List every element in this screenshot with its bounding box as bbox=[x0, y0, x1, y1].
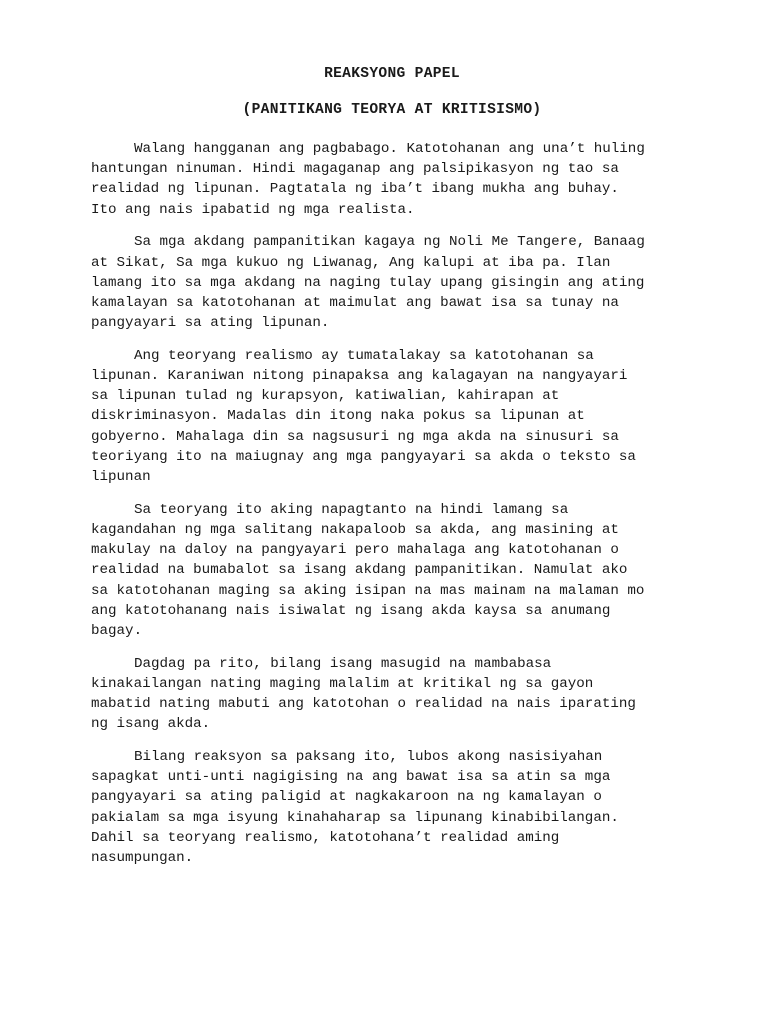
paragraph-line: realidad na bumabalot sa isang akdang pampanitikan. Namulat ako bbox=[91, 562, 628, 579]
paragraph-5 bbox=[91, 654, 691, 735]
document-subtitle: (PANITIKANG TEORYA AT KRITISISMO) bbox=[242, 102, 542, 118]
paragraph-line: Ang teoryang realismo ay tumatalakay sa katotohanan sa bbox=[134, 347, 594, 364]
paragraph-line: makulay na daloy na pangyayari pero mahalaga ang katotohanan o bbox=[91, 542, 619, 559]
paragraph-line: Dahil sa teoryang realismo, katotohana’t realidad aming bbox=[91, 829, 560, 846]
paragraph-6 bbox=[91, 747, 691, 868]
paragraph-line: bagay. bbox=[91, 622, 143, 639]
paragraph-line: Ito ang nais ipabatid ng mga realista. bbox=[91, 201, 415, 218]
paragraph-line: pangyayari sa ating lipunan. bbox=[91, 315, 330, 332]
paragraph-line: realidad ng lipunan. Pagtatala ng iba’t ibang mukha ang buhay. bbox=[91, 181, 619, 198]
paragraph-line: at Sikat, Sa mga kukuo ng Liwanag, Ang kalupi at iba pa. Ilan bbox=[91, 254, 611, 271]
paragraph-line: pangyayari sa ating paligid at nagkakaroon na ng kamalayan o bbox=[91, 789, 602, 806]
paragraph-line: teoriyang ito na maiugnay ang mga pangyayari sa akda o teksto sa bbox=[91, 448, 636, 465]
paragraph-line: hantungan ninuman. Hindi magaganap ang palsipikasyon ng tao sa bbox=[91, 161, 619, 178]
paragraph-line: Walang hangganan ang pagbabago. Katotohanan ang una’t huling bbox=[134, 141, 645, 157]
paragraph-line: Bilang reaksyon sa paksang ito, lubos akong nasisiyahan bbox=[134, 748, 603, 765]
paragraph-line: lipunan bbox=[91, 469, 151, 486]
paragraph-line: sapagkat unti-unti nagigising na ang bawat isa sa atin sa mga bbox=[91, 769, 611, 786]
paragraph-1 bbox=[91, 139, 691, 220]
document-body bbox=[91, 139, 691, 881]
paragraph-line: Sa mga akdang pampanitikan kagaya ng Noli Me Tangere, Banaag bbox=[134, 234, 645, 251]
paragraph-line: ang katotohanang nais isiwalat ng isang akda kaysa sa anumang bbox=[91, 602, 611, 619]
paragraph-4 bbox=[91, 500, 691, 641]
paragraph-line: sa katotohanan maging sa aking isipan na mas mainam na malaman mo bbox=[91, 582, 645, 599]
paragraph-line: pakialam sa mga isyung kinahaharap sa lipunang kinabibilangan. bbox=[91, 809, 619, 826]
paragraph-line: ng isang akda. bbox=[91, 716, 211, 733]
paragraph-line: kamalayan sa katotohanan at maimulat ang bawat isa sa tunay na bbox=[91, 294, 619, 311]
paragraph-line: lipunan. Karaniwan nitong pinapaksa ang kalagayan na nangyayari bbox=[91, 368, 628, 385]
paragraph-line: kinakailangan nating maging malalim at kritikal ng sa gayon bbox=[91, 675, 594, 692]
paragraph-line: lamang ito sa mga akdang na naging tulay upang gisingin ang ating bbox=[91, 274, 645, 291]
paragraph-3 bbox=[91, 346, 691, 487]
paragraph-line: mabatid nating mabuti ang katotohan o realidad na nais iparating bbox=[91, 696, 636, 713]
paragraph-line: Sa teoryang ito aking napagtanto na hindi lamang sa bbox=[134, 501, 569, 518]
paragraph-line: gobyerno. Mahalaga din sa nagsusuri ng mga akda na sinusuri sa bbox=[91, 428, 619, 445]
paragraph-line: sa lipunan tulad ng kurapsyon, katiwalian, kahirapan at bbox=[91, 388, 560, 405]
document-title: REAKSYONG PAPEL bbox=[324, 66, 460, 82]
paragraph-line: Dagdag pa rito, bilang isang masugid na mambabasa bbox=[134, 655, 552, 672]
paragraph-line: kagandahan ng mga salitang nakapaloob sa akda, ang masining at bbox=[91, 521, 619, 538]
paragraph-2 bbox=[91, 232, 691, 333]
paragraph-line: diskriminasyon. Madalas din itong naka pokus sa lipunan at bbox=[91, 408, 585, 425]
paragraph-line: nasumpungan. bbox=[91, 850, 194, 866]
